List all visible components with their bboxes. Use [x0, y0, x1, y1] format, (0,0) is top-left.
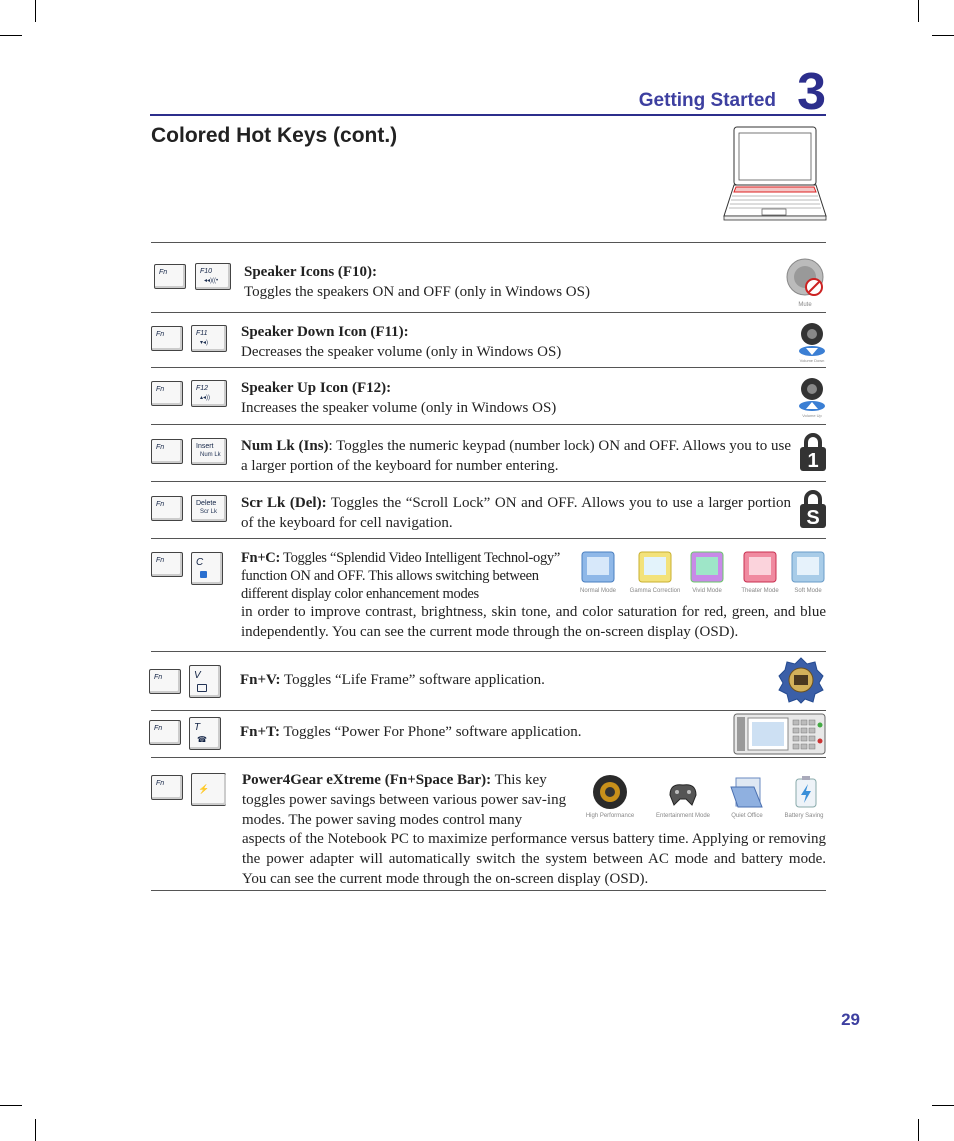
f10-key-icon: [195, 263, 231, 290]
hotkey-description-continued: [241, 602, 826, 642]
key-label: T: [194, 722, 201, 733]
quiet-office-icon: [728, 773, 766, 811]
key-label: Fn: [156, 444, 165, 451]
fn-key-icon: [154, 264, 186, 289]
high-performance-icon: [591, 773, 629, 811]
battery-saving-label: Battery Saving: [784, 813, 824, 819]
hotkey-title: Fn+T:: [240, 724, 280, 740]
chapter-number: 3: [797, 63, 826, 121]
crop-mark: [35, 0, 36, 22]
delete-key-icon: [191, 495, 227, 522]
num-lock-icon: [799, 432, 827, 472]
hotkey-description: [241, 493, 791, 533]
mute-speaker-icon: [785, 257, 825, 301]
key-sub-label: Num Lk: [200, 452, 221, 458]
entertainment-mode-label: Entertainment Mode: [655, 813, 711, 819]
key-label: Fn: [154, 725, 163, 732]
section-divider: [151, 890, 826, 891]
theater-mode-label: Theater Mode: [741, 588, 779, 594]
t-key-icon: [189, 717, 221, 750]
key-sub-label: ▴◂)): [200, 395, 211, 401]
gamma-correction-label: Gamma Correction: [629, 588, 681, 594]
hotkey-text: Toggles “Life Frame” software application.: [280, 672, 545, 688]
space-bar-key-icon: [191, 773, 226, 806]
num-lock-glyph: 1: [807, 450, 819, 472]
hotkey-description: [242, 770, 572, 830]
hotkey-text: Decreases the speaker volume (only in Windows OS): [241, 344, 562, 360]
hotkey-description: [240, 722, 740, 742]
hotkey-row-scroll-lock: [151, 482, 826, 538]
insert-key-icon: [191, 438, 227, 465]
hotkey-description-continued: [242, 829, 826, 889]
key-sub-label: ▾◂): [200, 340, 209, 346]
section-divider: [151, 242, 826, 243]
v-key-icon: [189, 665, 221, 698]
hotkey-row-power-for-phone: [151, 711, 826, 757]
hotkey-text: Toggles “Power For Phone” software application.: [279, 724, 582, 740]
hotkey-description: [241, 436, 791, 476]
phone-key-glyph-icon: ☎: [197, 735, 207, 744]
key-label: Fn: [156, 557, 165, 564]
key-label: Fn: [156, 501, 165, 508]
power-key-glyph-icon: ⚡: [198, 784, 210, 794]
vivid-mode-label: Vivid Mode: [692, 588, 722, 594]
hotkey-text: aspects of the Notebook PC to maximize performance versus battery time. Applying or removing the power adapter will automatically switch the system between AC mode and battery mode. You can see the current mode through the on-screen display (OSD).: [242, 831, 826, 887]
hotkey-text: Toggles the speakers ON and OFF (only in Windows OS): [244, 284, 590, 300]
gamma-correction-icon: [636, 549, 674, 587]
hotkey-row-num-lock: [151, 425, 826, 481]
fn-key-icon: [151, 326, 183, 351]
mute-label: Mute: [798, 302, 812, 308]
power-for-phone-icon: [733, 713, 826, 755]
scroll-lock-glyph: S: [806, 507, 820, 529]
hotkey-text: : Toggles the numeric keypad (number lock) ON and OFF. Allows you to use a larger portion of the keyboard for number entering.: [241, 438, 791, 474]
volume-down-icon: [798, 321, 826, 359]
chapter-header: [150, 60, 826, 121]
hotkey-row-life-frame: [151, 652, 826, 710]
key-label: V: [194, 670, 201, 681]
camera-key-glyph-icon: [197, 684, 207, 692]
key-label: F10: [200, 268, 213, 275]
soft-mode-label: Soft Mode: [794, 588, 822, 594]
hotkey-title: Scr Lk (Del):: [241, 495, 327, 511]
hotkey-title: Speaker Icons (F10):: [244, 264, 378, 280]
key-label: Fn: [156, 331, 165, 338]
hotkey-description: [241, 378, 781, 418]
hotkey-row-volume-up: [151, 368, 826, 424]
quiet-office-label: Quiet Office: [731, 813, 763, 819]
hotkey-description: [241, 549, 571, 603]
hotkey-row-speaker: [151, 254, 826, 312]
normal-mode-icon: [579, 549, 617, 587]
hotkey-title: Fn+C:: [241, 550, 280, 566]
crop-mark: [918, 1119, 919, 1141]
fn-key-icon: [151, 439, 183, 464]
entertainment-mode-icon: [664, 773, 702, 811]
hotkey-row-power4gear: [151, 758, 826, 890]
key-label: Fn: [159, 269, 168, 276]
hotkey-text: Toggles the “Scroll Lock” ON and OFF. Allows you to use a larger portion of the keyboard for cell navigation.: [241, 495, 791, 531]
hotkey-description: [244, 262, 774, 302]
fn-key-icon: [149, 720, 181, 745]
hotkey-row-volume-down: [151, 313, 826, 367]
fn-key-icon: [151, 775, 183, 800]
crop-mark: [0, 35, 22, 36]
key-sub-label: Scr Lk: [200, 509, 218, 515]
hotkey-row-splendid: [151, 539, 826, 651]
volume-down-label: Volume Down: [799, 358, 825, 363]
key-label: Delete: [196, 500, 217, 507]
crop-mark: [0, 1105, 22, 1106]
life-frame-icon: [777, 656, 825, 704]
key-label: C: [196, 557, 204, 568]
crop-mark: [918, 0, 919, 22]
scroll-lock-icon: [799, 489, 827, 529]
hotkey-title: Num Lk (Ins): [241, 438, 329, 454]
key-label: F12: [196, 385, 209, 392]
crop-mark: [932, 1105, 954, 1106]
battery-saving-icon: [787, 773, 825, 811]
chapter-title: Getting Started: [638, 90, 776, 111]
vivid-mode-icon: [688, 549, 726, 587]
crop-mark: [35, 1119, 36, 1141]
hotkey-text: Toggles “Splendid Video Intelligent Technol-ogy” function ON and OFF. This allows switching between different display color enhancement modes: [241, 550, 560, 602]
fn-key-icon: [151, 381, 183, 406]
key-sub-label: ◂◂)((•: [204, 278, 219, 284]
key-label: Fn: [156, 780, 165, 787]
soft-mode-icon: [789, 549, 827, 587]
fn-key-icon: [149, 669, 181, 694]
volume-up-icon: [798, 376, 826, 414]
hotkey-title: Speaker Up Icon (F12):: [241, 380, 392, 396]
key-label: Fn: [156, 386, 165, 393]
fn-key-icon: [151, 496, 183, 521]
c-key-icon: [191, 552, 223, 585]
key-label: Insert: [196, 443, 214, 450]
hotkey-description: [241, 322, 781, 362]
key-label: F11: [196, 330, 208, 337]
theater-mode-icon: [741, 549, 779, 587]
hotkey-description: [240, 670, 740, 690]
splendid-key-glyph-icon: [200, 571, 207, 578]
page-title: Colored Hot Keys (cont.): [151, 124, 398, 147]
hotkey-text: This key toggles power savings between various power sav-ing modes. The power saving modes control many: [242, 772, 567, 828]
normal-mode-label: Normal Mode: [579, 588, 616, 594]
page-number: 29: [841, 1010, 860, 1029]
fn-key-icon: [151, 552, 183, 577]
laptop-illustration-icon: [722, 124, 828, 224]
f12-key-icon: [191, 380, 227, 407]
f11-key-icon: [191, 325, 227, 352]
key-label: Fn: [154, 674, 163, 681]
high-performance-label: High Performance: [585, 813, 635, 819]
hotkey-title: Fn+V:: [240, 672, 281, 688]
volume-up-label: Volume Up: [802, 413, 822, 418]
hotkey-text: Increases the speaker volume (only in Windows OS): [241, 400, 557, 416]
crop-mark: [932, 35, 954, 36]
hotkey-text: in order to improve contrast, brightness, skin tone, and color saturation for red, green, and blue independently. You can see the current mode through the on-screen display (OSD).: [241, 604, 826, 640]
hotkey-title: Speaker Down Icon (F11):: [241, 324, 409, 340]
hotkey-title: Power4Gear eXtreme (Fn+Space Bar):: [242, 772, 492, 788]
